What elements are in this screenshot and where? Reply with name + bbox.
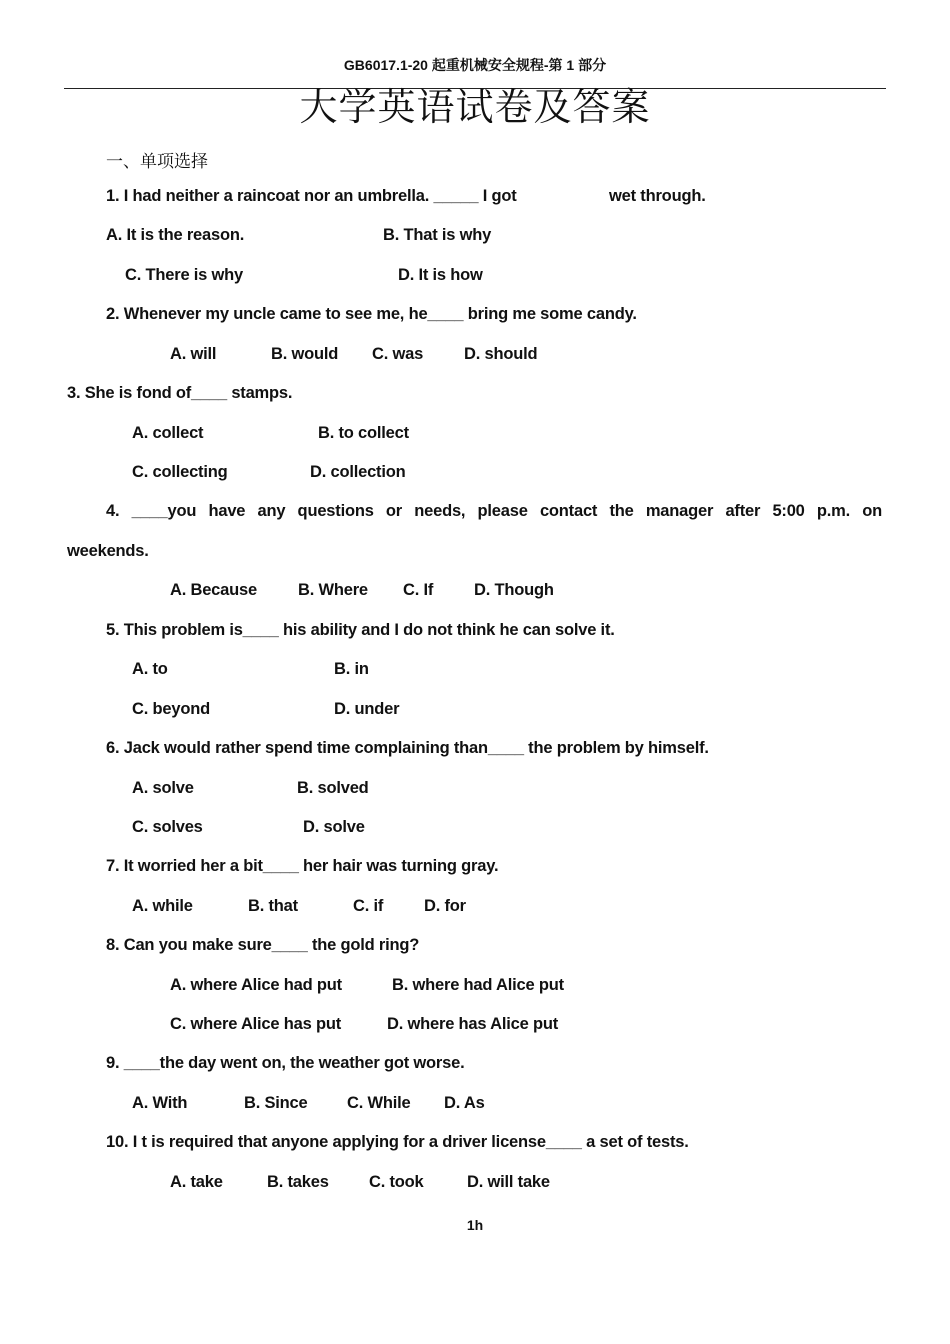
q1-stem: 1. I had neither a raincoat nor an umbrella. _____ I got	[106, 187, 517, 205]
q3-option-c: C. collecting	[132, 463, 228, 481]
q10-option-b: B. takes	[267, 1173, 329, 1191]
q9-option-b: B. Since	[244, 1094, 308, 1112]
q4-stem-end: weekends.	[67, 542, 149, 560]
q5-option-c: C. beyond	[132, 700, 210, 718]
q10-option-a: A. take	[170, 1173, 223, 1191]
q1-option-a: A. It is the reason.	[106, 226, 245, 244]
q8-option-d: D. where has Alice put	[387, 1015, 559, 1033]
q2-option-a: A. will	[170, 345, 217, 363]
q9-stem: 9. ____the day went on, the weather got worse.	[106, 1054, 465, 1072]
q4-stem: 4. ____you have any questions or needs, please contact the manager after 5:00 p.m. on	[106, 502, 882, 520]
q7-option-b: B. that	[248, 897, 298, 915]
q8-option-a: A. where Alice had put	[170, 976, 342, 994]
q5-option-b: B. in	[334, 660, 369, 678]
q10-stem: 10. I t is required that anyone applying for a driver license____ a set of tests.	[106, 1133, 689, 1151]
q3-option-a: A. collect	[132, 424, 204, 442]
q7-stem: 7. It worried her a bit____ her hair was turning gray.	[106, 857, 499, 875]
q1-option-b: B. That is why	[383, 226, 492, 244]
q6-option-b: B. solved	[297, 779, 369, 797]
page-header: GB6017.1-20 起重机械安全规程-第 1 部分	[343, 57, 607, 73]
q7-option-c: C. if	[353, 897, 384, 915]
q4-option-b: B. Where	[298, 581, 368, 599]
q4-option-a: A. Because	[170, 581, 257, 599]
q4-option-c: C. If	[403, 581, 434, 599]
q10-option-c: C. took	[369, 1173, 424, 1191]
q1-option-c: C. There is why	[125, 266, 244, 284]
q6-option-c: C. solves	[132, 818, 203, 836]
q4-option-d: D. Though	[474, 581, 554, 599]
q1-option-d: D. It is how	[398, 266, 483, 284]
q9-option-c: C. While	[347, 1094, 411, 1112]
q9-option-d: D. As	[444, 1094, 485, 1112]
q2-stem: 2. Whenever my uncle came to see me, he____ bring me some candy.	[106, 305, 637, 323]
q2-option-b: B. would	[271, 345, 339, 363]
section-heading: 一、单项选择	[106, 152, 208, 171]
q2-option-d: D. should	[464, 345, 538, 363]
q2-option-c: C. was	[372, 345, 424, 363]
q7-option-d: D. for	[424, 897, 466, 915]
q3-stem: 3. She is fond of____ stamps.	[67, 384, 293, 402]
q1-stem-end: wet through.	[609, 187, 706, 205]
q8-option-b: B. where had Alice put	[392, 976, 564, 994]
q8-option-c: C. where Alice has put	[170, 1015, 342, 1033]
q8-stem: 8. Can you make sure____ the gold ring?	[106, 936, 420, 954]
q6-stem: 6. Jack would rather spend time complaining than____ the problem by himself.	[106, 739, 709, 757]
q5-option-a: A. to	[132, 660, 168, 678]
q3-option-d: D. collection	[310, 463, 406, 481]
q10-option-d: D. will take	[467, 1173, 550, 1191]
page-title: 大学英语试卷及答案	[299, 87, 651, 129]
page-number: 1h	[466, 1217, 484, 1233]
q5-option-d: D. under	[334, 700, 400, 718]
q9-option-a: A. With	[132, 1094, 188, 1112]
q5-stem: 5. This problem is____ his ability and I do not think he can solve it.	[106, 621, 615, 639]
q6-option-d: D. solve	[303, 818, 365, 836]
q6-option-a: A. solve	[132, 779, 194, 797]
q7-option-a: A. while	[132, 897, 193, 915]
q3-option-b: B. to collect	[318, 424, 409, 442]
